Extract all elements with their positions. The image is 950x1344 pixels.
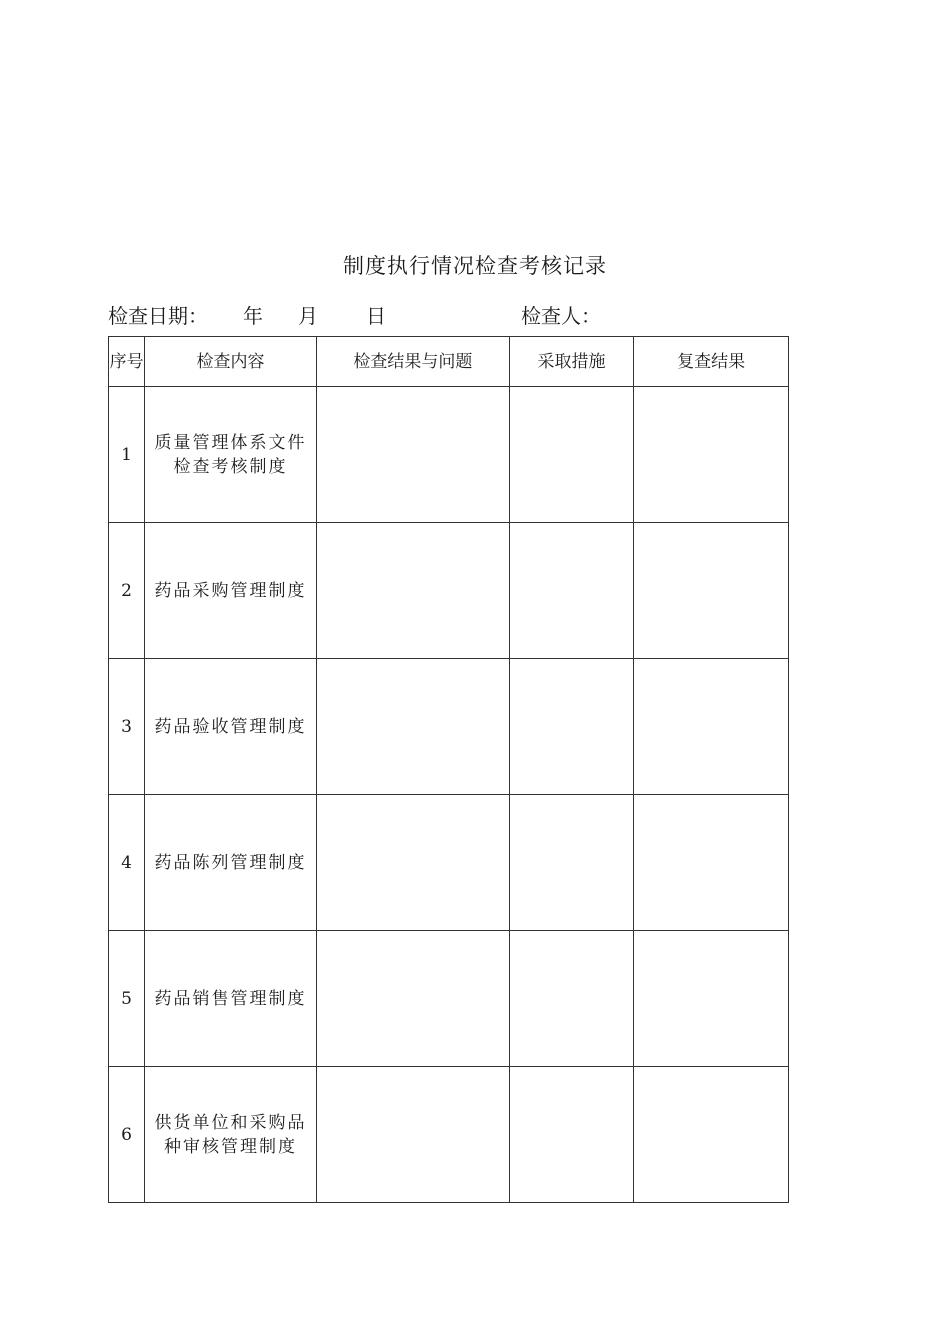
table-row xyxy=(109,795,789,931)
table-row xyxy=(109,931,789,1067)
row-recheck-cell[interactable] xyxy=(634,795,789,931)
header-content: 检查内容 xyxy=(145,337,317,387)
header-result: 检查结果与问题 xyxy=(316,337,509,387)
row-recheck-cell[interactable] xyxy=(634,931,789,1067)
row-measure-cell[interactable] xyxy=(509,931,634,1067)
row-result-cell[interactable] xyxy=(316,795,509,931)
header-recheck: 复查结果 xyxy=(634,337,789,387)
inspector-label: 检查人： xyxy=(521,304,601,328)
row-result-cell[interactable] xyxy=(316,1067,509,1203)
row-seq: 1 xyxy=(109,387,145,523)
row-measure-cell[interactable] xyxy=(509,795,634,931)
row-measure-cell[interactable] xyxy=(509,387,634,523)
row-content: 药品验收管理制度 xyxy=(145,659,317,795)
row-measure-cell[interactable] xyxy=(509,1067,634,1203)
day-label: 日 xyxy=(366,304,386,328)
header-seq: 序号 xyxy=(109,337,145,387)
row-seq: 5 xyxy=(109,931,145,1067)
table-row xyxy=(109,659,789,795)
table-header-row xyxy=(109,337,789,387)
header-measure: 采取措施 xyxy=(509,337,634,387)
row-recheck-cell[interactable] xyxy=(634,659,789,795)
month-label: 月 xyxy=(298,304,318,328)
row-measure-cell[interactable] xyxy=(509,659,634,795)
row-content: 供货单位和采购品种审核管理制度 xyxy=(145,1067,317,1203)
row-content: 药品采购管理制度 xyxy=(145,523,317,659)
check-date-label: 检查日期： xyxy=(108,304,208,328)
table-row xyxy=(109,1067,789,1203)
table-row xyxy=(109,523,789,659)
row-seq: 3 xyxy=(109,659,145,795)
row-content: 药品陈列管理制度 xyxy=(145,795,317,931)
row-seq: 6 xyxy=(109,1067,145,1203)
row-content: 药品销售管理制度 xyxy=(145,931,317,1067)
row-recheck-cell[interactable] xyxy=(634,387,789,523)
row-result-cell[interactable] xyxy=(316,659,509,795)
check-meta-line xyxy=(108,300,808,328)
row-result-cell[interactable] xyxy=(316,931,509,1067)
row-content: 质量管理体系文件检查考核制度 xyxy=(145,387,317,523)
inspection-record-table xyxy=(108,336,789,1203)
row-seq: 4 xyxy=(109,795,145,931)
row-recheck-cell[interactable] xyxy=(634,1067,789,1203)
row-recheck-cell[interactable] xyxy=(634,523,789,659)
row-result-cell[interactable] xyxy=(316,523,509,659)
row-measure-cell[interactable] xyxy=(509,523,634,659)
year-label: 年 xyxy=(243,304,263,328)
row-result-cell[interactable] xyxy=(316,387,509,523)
row-seq: 2 xyxy=(109,523,145,659)
table-row xyxy=(109,387,789,523)
document-title: 制度执行情况检查考核记录 xyxy=(343,254,607,278)
